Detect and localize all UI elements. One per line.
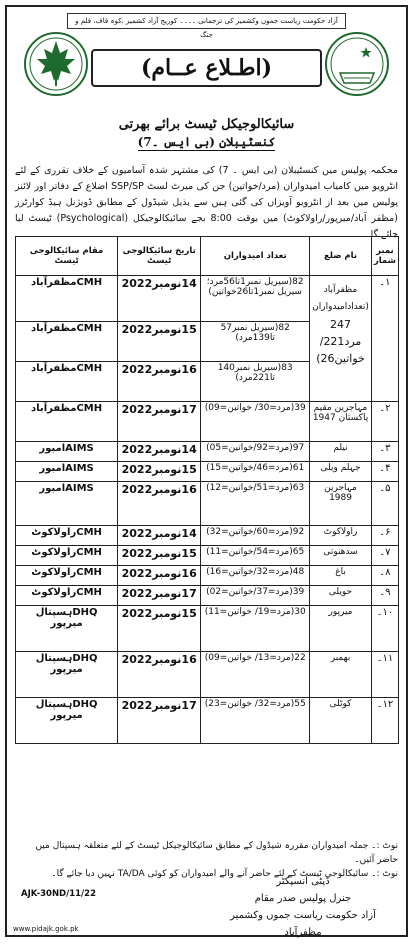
venue-cell: CMHراولاکوٹ <box>16 546 118 566</box>
subtitle-constables: کنسٹیبلان (بی ایس ۔7) <box>137 135 276 149</box>
ajk-crest-logo <box>322 29 392 99</box>
table-row <box>16 698 399 744</box>
candidates-cell: 82(سیریل نمبر57 تا139مرد) <box>201 322 310 362</box>
advertisement-page <box>5 5 408 937</box>
date-cell: 16نومبر2022 <box>118 482 201 526</box>
candidates-cell: 83(سیریل نمبر140 تا221مرد) <box>201 362 310 402</box>
schedule-table <box>15 236 399 744</box>
venue-cell: CMHراولاکوٹ <box>16 586 118 606</box>
venue-cell: CMHمظفرآباد <box>16 322 118 362</box>
venue-cell: AIMSامبور <box>16 462 118 482</box>
note-attendance: نوٹ :۔ جملہ امیدواران مقررہ شیڈول کے مطابق سائیکالوجیکل ٹیسٹ کے لئے متعلقہ ہسپتال میں حاضر آئیں۔ <box>35 841 398 865</box>
candidates-cell: 61(مرد=46/خواتین=15) <box>201 462 310 482</box>
candidates-cell: 30(مرد=19/ خواتین=11) <box>201 606 310 652</box>
top-strip: آزاد حکومت ریاست جموں وکشمیر کی ترجمانی ۔۔۔۔ کوریج آزاد کشمیر ،کوہ قاف، قلم و جنگ <box>67 13 346 29</box>
serial-cell: ۴۔ <box>371 462 398 482</box>
district-cell: مظفرآباد (تعدادامیدواران 247 مرد221/ خواتین26) <box>310 276 372 402</box>
date-cell: 17نومبر2022 <box>118 586 201 606</box>
district-cell: حویلی <box>310 586 372 606</box>
serial-cell: ۶۔ <box>371 526 398 546</box>
venue-cell: DHQہسپتال میرپور <box>16 698 118 744</box>
website-link[interactable]: www.pidajk.gok.pk <box>13 925 79 933</box>
venue-cell: CMHمظفرآباد <box>16 402 118 442</box>
serial-cell: ۱۔ <box>371 276 398 402</box>
candidates-cell: 48(مرد=32/خواتین=16) <box>201 566 310 586</box>
table-row <box>16 526 399 546</box>
date-cell: 17نومبر2022 <box>118 698 201 744</box>
serial-cell: ۸۔ <box>371 566 398 586</box>
venue-cell: DHQہسپتال میرپور <box>16 652 118 698</box>
table-row <box>16 276 399 322</box>
candidates-cell: 63(مرد=51/خواتین=12) <box>201 482 310 526</box>
header-venue: مقام سائیکالوجی ٹیسٹ <box>16 237 118 276</box>
venue-cell: CMHراولاکوٹ <box>16 526 118 546</box>
candidates-cell: 22(مرد=13/ خواتین=09) <box>201 652 310 698</box>
public-notice-title: (اطـلاع عــام) <box>91 49 322 87</box>
venue-cell: CMHمظفرآباد <box>16 362 118 402</box>
candidates-cell: 39(مرد=37/خواتین=02) <box>201 586 310 606</box>
serial-cell: ۵۔ <box>371 482 398 526</box>
date-cell: 14نومبر2022 <box>118 526 201 546</box>
serial-cell: ۱۰۔ <box>371 606 398 652</box>
venue-cell: CMHراولاکوٹ <box>16 566 118 586</box>
table-row <box>16 442 399 462</box>
serial-cell: ۲۔ <box>371 402 398 442</box>
table-row <box>16 546 399 566</box>
chinar-leaf-logo <box>21 29 91 99</box>
header-date: تاریخ سائیکالوجی ٹیسٹ <box>118 237 201 276</box>
serial-cell: ۱۱۔ <box>371 652 398 698</box>
district-cell: نیلم <box>310 442 372 462</box>
district-cell: سدھنوتی <box>310 546 372 566</box>
date-cell: 15نومبر2022 <box>118 462 201 482</box>
district-cell: مہاجرین 1989 <box>310 482 372 526</box>
date-cell: 16نومبر2022 <box>118 362 201 402</box>
header-district: نام ضلع <box>310 237 372 276</box>
subtitle-recruitment: سائیکالوجیکل ٹیسٹ برائے بھرتی <box>118 117 295 132</box>
header-candidates: تعداد امیدواران <box>201 237 310 276</box>
table-row <box>16 482 399 526</box>
signatory-government: آزاد حکومت ریاست جموں وکشمیر مظفرآباد <box>230 910 376 938</box>
date-cell: 16نومبر2022 <box>118 566 201 586</box>
table-row <box>16 586 399 606</box>
table-row <box>16 566 399 586</box>
candidates-cell: 92(مرد=60/خواتین=32) <box>201 526 310 546</box>
serial-cell: ۹۔ <box>371 586 398 606</box>
venue-cell: DHQہسپتال میرپور <box>16 606 118 652</box>
note-no-tada: نوٹ :۔ سائیکالوجی ٹیسٹ کے لئے حاضر آنے والے امیدواران کو کوئی TA/DA نہیں دیا جائے گا۔ <box>51 869 398 879</box>
table-row <box>16 652 399 698</box>
date-cell: 15نومبر2022 <box>118 546 201 566</box>
candidates-cell: 97(مرد=92/خواتین=05) <box>201 442 310 462</box>
district-cell: کوٹلی <box>310 698 372 744</box>
district-cell: باغ <box>310 566 372 586</box>
signatory-designation: ڈپٹی انسپکٹر <box>276 876 330 887</box>
venue-cell: CMHمظفرآباد <box>16 276 118 322</box>
district-cell: مہاجرین مقیم پاکستان 1947 <box>310 402 372 442</box>
date-cell: 15نومبر2022 <box>118 606 201 652</box>
table-row <box>16 606 399 652</box>
date-cell: 16نومبر2022 <box>118 652 201 698</box>
table-row <box>16 402 399 442</box>
signature-block <box>218 873 388 941</box>
candidates-cell: 65(مرد=54/خواتین=11) <box>201 546 310 566</box>
candidates-cell: 82(سیریل نمبر1تا56مرد؛ سیریل نمبر1تا26خواتین) <box>201 276 310 322</box>
date-cell: 17نومبر2022 <box>118 402 201 442</box>
district-cell: راولاکوٹ <box>310 526 372 546</box>
district-cell: جہلم ویلی <box>310 462 372 482</box>
district-cell: میرپور <box>310 606 372 652</box>
date-cell: 14نومبر2022 <box>118 276 201 322</box>
table-header-row <box>16 237 399 276</box>
signatory-office: جنرل پولیس صدر مقام <box>254 893 352 904</box>
district-cell: بھمبر <box>310 652 372 698</box>
serial-cell: ۳۔ <box>371 442 398 462</box>
serial-cell: ۷۔ <box>371 546 398 566</box>
date-cell: 14نومبر2022 <box>118 442 201 462</box>
reference-number: AJK-30ND/11/22 <box>21 889 96 899</box>
header-serial: نمبر شمار <box>371 237 398 276</box>
venue-cell: AIMSامبور <box>16 442 118 462</box>
venue-cell: AIMSامبور <box>16 482 118 526</box>
candidates-cell: 55(مرد=32/ خواتین=23) <box>201 698 310 744</box>
serial-cell: ۱۲۔ <box>371 698 398 744</box>
date-cell: 15نومبر2022 <box>118 322 201 362</box>
table-row <box>16 462 399 482</box>
candidates-cell: 39(مرد=30/ خواتین=09) <box>201 402 310 442</box>
intro-paragraph: محکمہ پولیس میں کنسٹیبلان (بی ایس ۔ 7) کی مشتہر شدہ آسامیوں کے خلاف تقرری کے لئے انٹرویو میں کامیاب امیدواران (مرد/خواتین) جن کی میرٹ لسٹ SSP/SP اضلاع کے دفاتر اور لائنز پولیس میں بعد از انٹرویو آویزاں کی گئی ہیں سے بذیل شیڈول کے مطابق ڈویژنل ہیڈ کوارٹرز (مظفر آباد/میرپور/راولاکوٹ) میں بوقت 8:00 بجے سائیکالوجیکل (Psychological) ٹیسٹ لیا جائے گا۔ <box>15 165 398 240</box>
